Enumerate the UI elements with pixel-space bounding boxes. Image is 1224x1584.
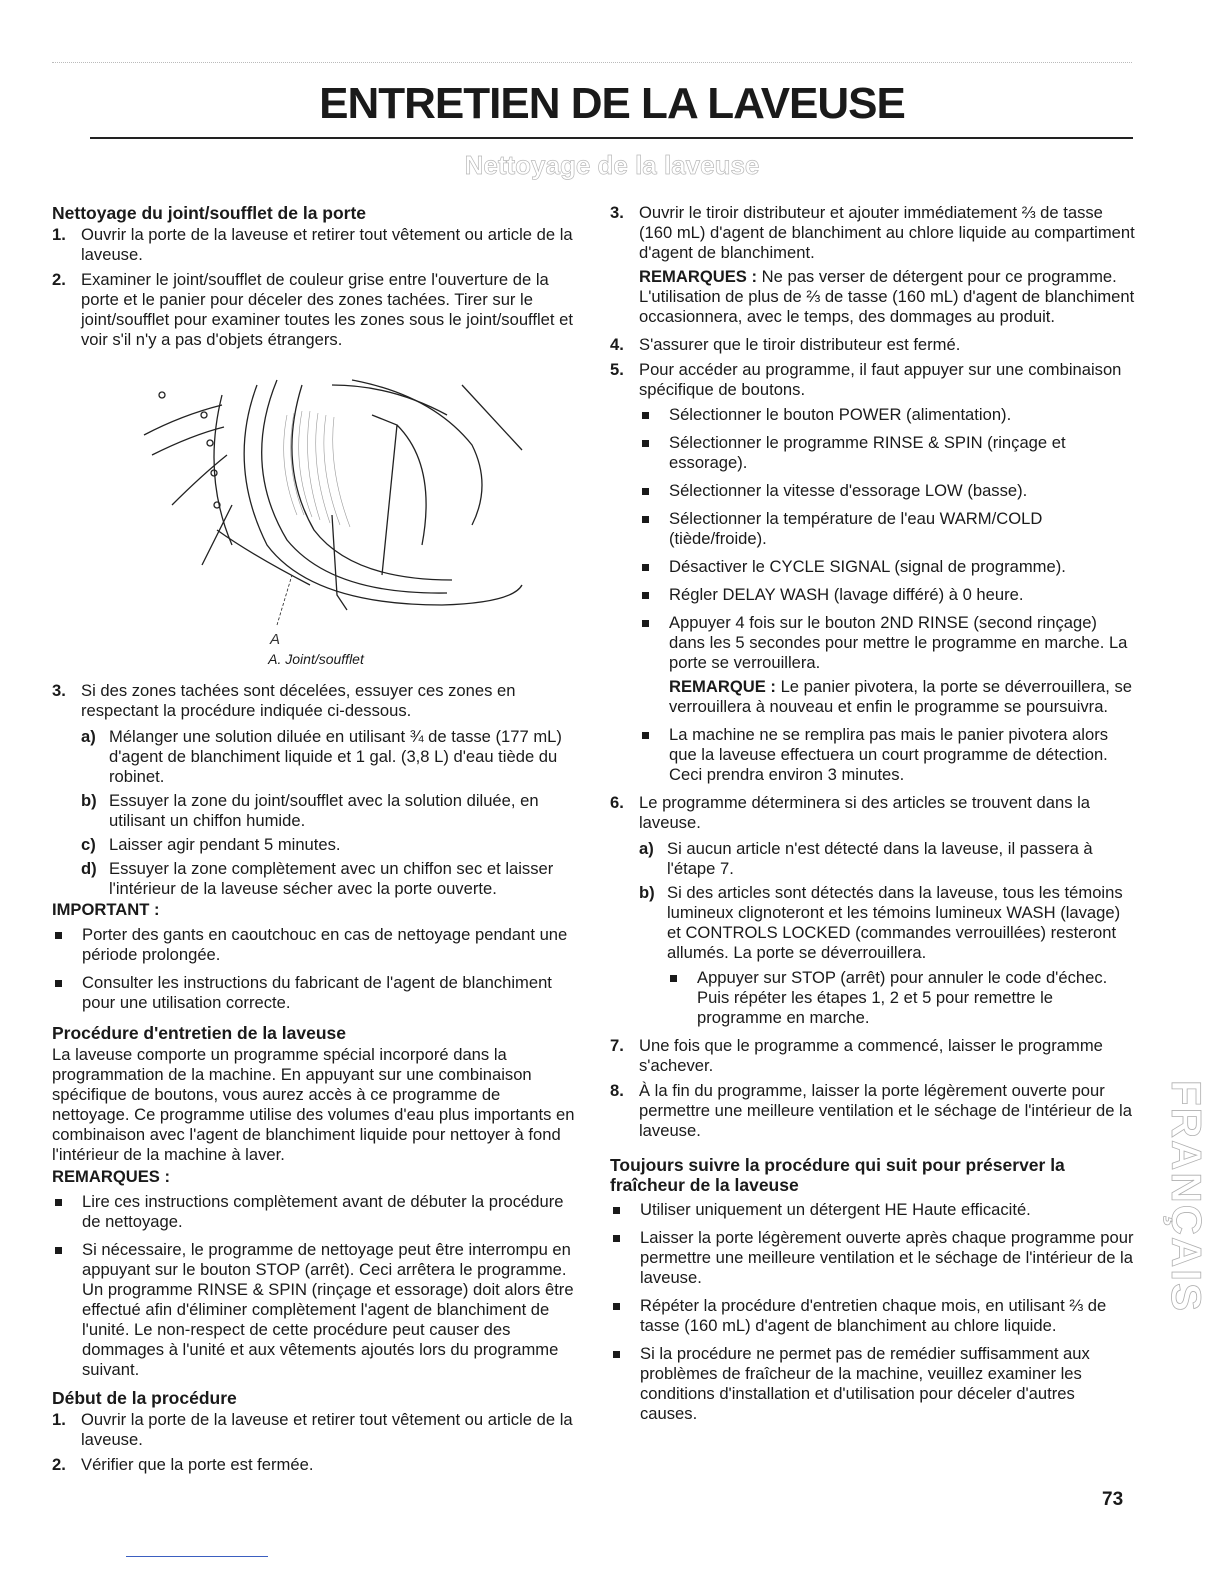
list-item: Laisser la porte légèrement ouverte après chaque programme pour permettre une meilleure ventilation et le séchage de l'intérieur de la laveuse. [610,1228,1135,1288]
remarques-label: REMARQUES : [52,1167,171,1186]
footer-line [126,1556,268,1557]
list-item: 7. Une fois que le programme a commencé, laisser le programme s'achever. [610,1036,1103,1075]
heading-freshness: Toujours suivre la procédure qui suit pour préserver la fraîcheur de la laveuse [610,1155,1065,1195]
list-item: Si nécessaire, le programme de nettoyage peut être interrompu en appuyant sur le bouton STOP (arrêt). Ceci arrêtera le programme. Un programme RINSE & SPIN (rinçage et essorage) doit alors être effectué afin d'éliminer complètement l'agent de blanchiment de l'unité. Le non-respect de cette procédure peut causer des dommages à l'unité et aux vêtements ajoutés lors du programme suivant. [52,1240,580,1380]
list-item: Porter des gants en caoutchouc en cas de nettoyage pendant une période prolongée. [52,925,580,965]
remarques-list [52,1192,580,1380]
list-item: 3. Si des zones tachées sont décelées, essuyer ces zones en respectant la procédure indiquée ci-dessous. a) Mélanger une solution diluée en utilisant ¾ de tasse (177 mL) d'agent de blanchiment liquide et 1 gal. (3,8 L) d'eau tiède du robinet. b) Essuyer la zone du joint/soufflet avec la solution diluée, en utilisant un chiffon humide. c) Laisser agir pendant 5 minutes. d) Essuyer la zone complètement avec un chiffon sec et laisser l'intérieur de la laveuse sécher avec la porte ouverte. [52,681,580,899]
list-item: Appuyer sur STOP (arrêt) pour annuler le code d'échec. Puis répéter les étapes 1, 2 et 5 pour remettre le programme en marche. [667,968,1135,1028]
procedure-steps [610,203,1135,1141]
list-item: 2. Examiner le joint/soufflet de couleur grise entre l'ouverture de la porte et le panier pour déceler des zones tachées. Tirer sur le joint/soufflet pour examiner toutes les zones sous le joint/soufflet et voir s'il n'y a pas d'objets étrangers. [52,270,573,349]
page-number: 73 [1102,1489,1124,1510]
list-item: c) Laisser agir pendant 5 minutes. [81,835,341,854]
start-steps [52,1410,580,1475]
list-item: 4. S'assurer que le tiroir distributeur est fermé. [610,335,961,354]
list-item: a) Mélanger une solution diluée en utilisant ¾ de tasse (177 mL) d'agent de blanchiment liquide et 1 gal. (3,8 L) d'eau tiède du robinet. [81,727,562,786]
list-item: Consulter les instructions du fabricant de l'agent de blanchiment pour une utilisation correcte. [52,973,580,1013]
important-label: IMPORTANT : [52,900,160,919]
list-item: 5. Pour accéder au programme, il faut appuyer sur une combinaison spécifique de boutons. Sélectionner le bouton POWER (alimentation). Sélectionner le programme RINSE & SPIN (rinçage et essorage). Sélectionner la vitesse d'essorage LOW (basse). Sélectionner la température de l'eau WARM/COLD (tiède/froide). Désactiver le CYCLE SIGNAL (signal de programme). Régler DELAY WASH (lavage différé) à 0 heure. Appuyer 4 fois sur le bouton 2ND RINSE (second rinçage) dans les 5 secondes pour mettre le programme en marche. La porte se verrouillera. REMARQUE : Le panier pivotera, la porte se déverrouillera, se verrouillera à nouveau et enfin le programme se poursuivra. La machine ne se remplira pas mais le panier pivotera alors que la laveuse effectuera un court programme de détection. Ceci prendra environ 3 minutes. [610,360,1135,785]
top-dotted-rule [52,62,1132,63]
step5-note: REMARQUE : Le panier pivotera, la porte se déverrouillera, se verrouillera à nouveau et enfin le programme se poursuivra. [669,677,1132,716]
list-item: Utiliser uniquement un détergent HE Haute efficacité. [610,1200,1135,1220]
list-item: Appuyer 4 fois sur le bouton 2ND RINSE (second rinçage) dans les 5 secondes pour mettre le programme en marche. La porte se verrouillera. REMARQUE : Le panier pivotera, la porte se déverrouillera, se verrouillera à nouveau et enfin le programme se poursuivra. [639,613,1135,717]
right-column [610,203,1135,1432]
language-side-tab: FRANÇAIS [1163,1080,1210,1313]
door-seal-drawing [52,355,580,647]
list-item: Répéter la procédure d'entretien chaque mois, en utilisant ⅔ de tasse (160 mL) d'agent de blanchiment au chlore liquide. [610,1296,1135,1336]
list-item: La machine ne se remplira pas mais le panier pivotera alors que la laveuse effectuera un court programme de détection. Ceci prendra environ 3 minutes. [639,725,1135,785]
list-item: Sélectionner la vitesse d'essorage LOW (basse). [639,481,1135,501]
list-item: Sélectionner le bouton POWER (alimentation). [639,405,1135,425]
joint-step-3 [52,681,580,899]
list-item: Sélectionner le programme RINSE & SPIN (rinçage et essorage). [639,433,1135,473]
important-list [52,925,580,1013]
left-column [52,203,580,1480]
list-item: b) Essuyer la zone du joint/soufflet avec la solution diluée, en utilisant un chiffon humide. [81,791,539,830]
list-item: Désactiver le CYCLE SIGNAL (signal de programme). [639,557,1135,577]
list-item: 1. Ouvrir la porte de la laveuse et retirer tout vêtement ou article de la laveuse. [52,1410,573,1449]
door-seal-illustration [52,355,580,647]
list-item: 2. Vérifier que la porte est fermée. [52,1455,314,1474]
list-item: Si la procédure ne permet pas de remédier suffisamment aux problèmes de fraîcheur de la machine, veuillez examiner les conditions d'installation et d'utilisation pour déceler d'autres causes. [610,1344,1135,1424]
section-subtitle: Nettoyage de la laveuse [464,150,760,180]
step3-note: REMARQUES : Ne pas verser de détergent pour ce programme. L'utilisation de plus de ⅔ de tasse (160 mL) d'agent de blanchiment occasionnera, avec le temps, des dommages au produit. [639,267,1135,326]
page-title: ENTRETIEN DE LA LAVEUSE [319,79,905,128]
list-item: Régler DELAY WASH (lavage différé) à 0 heure. [639,585,1135,605]
sub-steps [81,727,580,899]
list-item: b) Si des articles sont détectés dans la laveuse, tous les témoins lumineux clignoteront et les témoins lumineux WASH (lavage) et CONTROLS LOCKED (commandes verrouillées) resteront allumés. La porte se déverrouillera. Appuyer sur STOP (arrêt) pour annuler le code d'échec. Puis répéter les étapes 1, 2 et 5 pour remettre le programme en marche. [639,883,1135,1028]
list-item: 8. À la fin du programme, laisser la porte légèrement ouverte pour permettre une meilleure ventilation et le séchage de l'intérieur de la laveuse. [610,1081,1132,1140]
step5-bullets [639,405,1135,785]
figure-caption: A. Joint/soufflet [268,651,364,667]
title-rule [90,137,1133,139]
maintenance-body: La laveuse comporte un programme spécial incorporé dans la programmation de la machine. En appuyant sur une combinaison spécifique de boutons, vous aurez accès à ce programme de nettoyage. Ce programme utilise des volumes d'eau plus importants en combinaison avec l'agent de blanchiment liquide pour nettoyer à fond l'intérieur de la machine à laver. [52,1045,575,1164]
list-item: Lire ces instructions complètement avant de débuter la procédure de nettoyage. [52,1192,580,1232]
joint-steps [52,225,580,350]
heading-joint-cleaning: Nettoyage du joint/soufflet de la porte [52,203,367,223]
step6b-bullets [667,968,1135,1028]
callout-letter: A [270,631,281,647]
list-item: 6. Le programme déterminera si des articles se trouvent dans la laveuse. a) Si aucun article n'est détecté dans la laveuse, il passera à l'étape 7. b) Si des articles sont détectés dans la laveuse, tous les témoins lumineux clignoteront et les témoins lumineux WASH (lavage) et CONTROLS LOCKED (commandes verrouillées) resteront allumés. La porte se déverrouillera. Appuyer sur STOP (arrêt) pour annuler le code d'échec. Puis répéter les étapes 1, 2 et 5 pour remettre le programme en marche. [610,793,1135,1028]
heading-maintenance-procedure: Procédure d'entretien de la laveuse [52,1023,346,1043]
step6-sub [639,839,1135,1028]
heading-start-procedure: Début de la procédure [52,1388,237,1408]
list-item: 1. Ouvrir la porte de la laveuse et retirer tout vêtement ou article de la laveuse. [52,225,573,264]
list-item: a) Si aucun article n'est détecté dans la laveuse, il passera à l'étape 7. [639,839,1093,878]
list-item: Sélectionner la température de l'eau WARM/COLD (tiède/froide). [639,509,1135,549]
list-item: d) Essuyer la zone complètement avec un chiffon sec et laisser l'intérieur de la laveuse sécher avec la porte ouverte. [81,859,554,898]
freshness-list [610,1200,1135,1424]
list-item: 3. Ouvrir le tiroir distributeur et ajouter immédiatement ⅔ de tasse (160 mL) d'agent de blanchiment au chlore liquide au compartiment d'agent de blanchiment. REMARQUES : Ne pas verser de détergent pour ce programme. L'utilisation de plus de ⅔ de tasse (160 mL) d'agent de blanchiment occasionnera, avec le temps, des dommages au produit. [610,203,1135,326]
